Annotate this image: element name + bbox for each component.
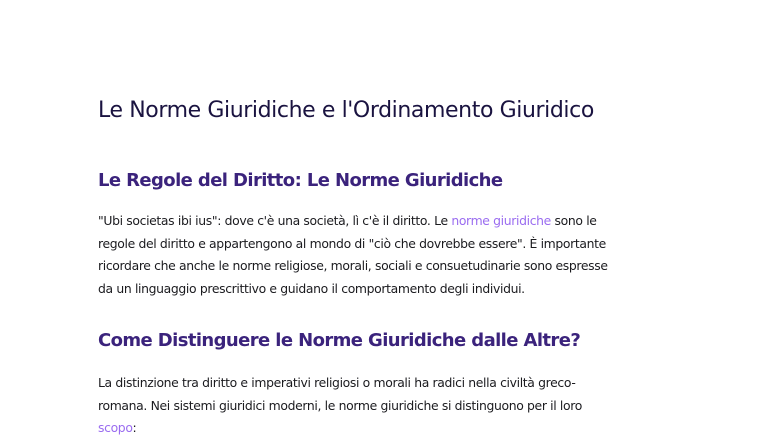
paragraph-line [98, 210, 698, 233]
paragraph-line: ricordare che anche le norme religiose, morali, sociali e consuetudinarie sono espresse [98, 258, 608, 273]
paragraph-line: regole del diritto e appartengono al mondo di "ciò che dovrebbe essere". È importante [98, 235, 606, 251]
paragraph-line [98, 417, 698, 440]
paragraph-text: sono le [550, 213, 597, 228]
highlighted-term: norme giuridiche [451, 213, 551, 228]
section-heading-distinguere: Come Distinguere le Norme Giuridiche dalle Altre? [98, 330, 581, 351]
section-heading-regole: Le Regole del Diritto: Le Norme Giuridiche [98, 170, 503, 191]
highlighted-term: scopo [98, 420, 133, 435]
paragraph-text: "Ubi societas ibi ius": dove c'è una società, lì c'è il diritto. Le [98, 213, 452, 228]
section-paragraph-regole [98, 210, 698, 300]
paragraph-text: : [132, 420, 137, 435]
paragraph-line: romana. Nei sistemi giuridici moderni, le norme giuridiche si distinguono per il loro [98, 397, 582, 413]
paragraph-line: da un linguaggio prescrittivo e guidano il comportamento degli individui. [98, 280, 525, 296]
section-paragraph-distinguere [98, 372, 698, 440]
paragraph-line: La distinzione tra diritto e imperativi religiosi o morali ha radici nella civiltà greco- [98, 375, 576, 390]
page-title: Le Norme Giuridiche e l'Ordinamento Giuridico [98, 98, 594, 123]
